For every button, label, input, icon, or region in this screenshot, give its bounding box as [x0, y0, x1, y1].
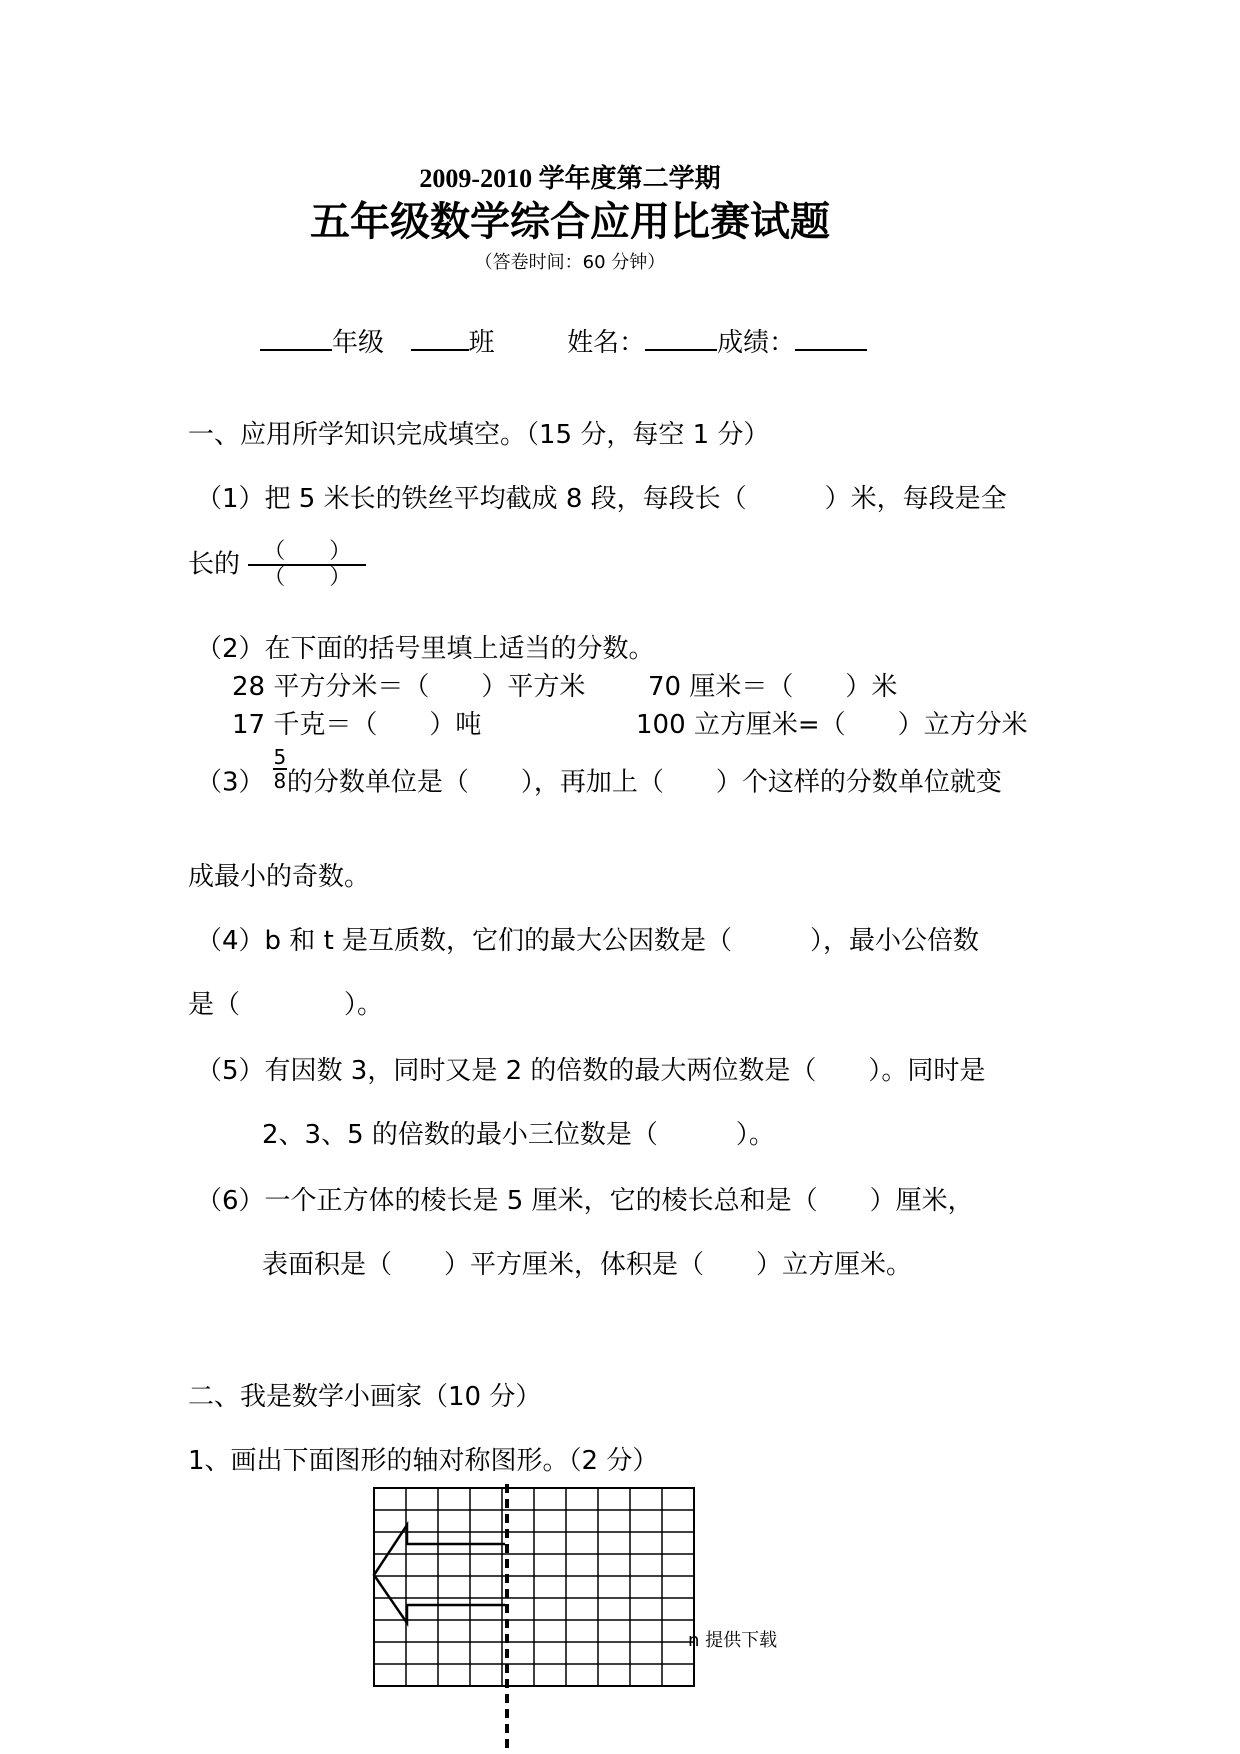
grade-blank[interactable] — [260, 325, 332, 351]
q2-line1: （2）在下面的括号里填上适当的分数。 — [196, 634, 655, 664]
q3-line2: 成最小的奇数。 — [188, 862, 371, 892]
symmetry-grid[interactable] — [370, 1484, 710, 1754]
class-blank[interactable] — [411, 325, 469, 351]
year-line: 2009-2010 学年度第二学期 — [419, 164, 721, 193]
q2-item-a: 28 平方分米＝（ ）平方米 — [232, 672, 586, 702]
score-blank[interactable] — [795, 325, 867, 351]
q3-fraction-numerator: 5 — [273, 745, 287, 769]
q1-line2 — [188, 540, 366, 590]
q5-line1: （5）有因数 3，同时又是 2 的倍数的最大两位数是（ ）。同时是 — [196, 1056, 986, 1086]
q2-item-d: 100 立方厘米=（ ）立方分米 — [636, 710, 1028, 740]
q3-text: 的分数单位是（ ），再加上（ ）个这样的分数单位就变 — [286, 767, 1002, 798]
q1-fraction-denominator[interactable]: （ ） — [263, 565, 352, 591]
name-blank[interactable] — [645, 325, 717, 351]
q1-line1: （1）把 5 米长的铁丝平均截成 8 段，每段长（ ）米，每段是全 — [196, 484, 1007, 514]
q1-fraction-numerator[interactable]: （ ） — [263, 539, 352, 564]
section1-heading: 一、应用所学知识完成填空。（15 分，每空 1 分） — [188, 420, 770, 450]
q2-item-c: 17 千克＝（ ）吨 — [232, 710, 482, 740]
q6-line2: 表面积是（ ）平方厘米，体积是（ ）立方厘米。 — [262, 1250, 913, 1280]
q6-line1: （6）一个正方体的棱长是 5 厘米，它的棱长总和是（ ）厘米， — [196, 1186, 974, 1216]
name-label: 姓名： — [567, 328, 646, 358]
duration-note: （答卷时间：60 分钟） — [474, 252, 666, 273]
q1-prefix: 长的 — [188, 549, 241, 580]
q2-item-b: 70 厘米＝（ ）米 — [648, 672, 898, 702]
q1-fraction — [248, 540, 366, 590]
section2-q1: 1、画出下面图形的轴对称图形。（2 分） — [188, 1446, 659, 1476]
arrow-shape — [374, 1525, 505, 1623]
class-label: 班 — [468, 328, 495, 358]
q3-fraction — [273, 746, 287, 792]
page-title: 五年级数学综合应用比赛试题 — [310, 199, 830, 244]
section2-heading: 二、我是数学小画家（10 分） — [188, 1382, 542, 1412]
q3-line1 — [196, 745, 1002, 806]
q3-fraction-denominator: 8 — [273, 769, 287, 793]
q4-line2: 是（ ）。 — [188, 990, 384, 1020]
q3-prefix: （3） — [196, 767, 265, 798]
q5-line2: 2、3、5 的倍数的最小三位数是（ ）。 — [262, 1120, 775, 1150]
score-label: 成绩： — [717, 328, 796, 358]
q4-line1: （4）b 和 t 是互质数，它们的最大公因数是（ ），最小公倍数 — [196, 926, 980, 956]
student-info-line — [260, 322, 867, 359]
watermark-text: n 提供下载 — [688, 1630, 778, 1651]
grade-label: 年级 — [332, 328, 385, 358]
